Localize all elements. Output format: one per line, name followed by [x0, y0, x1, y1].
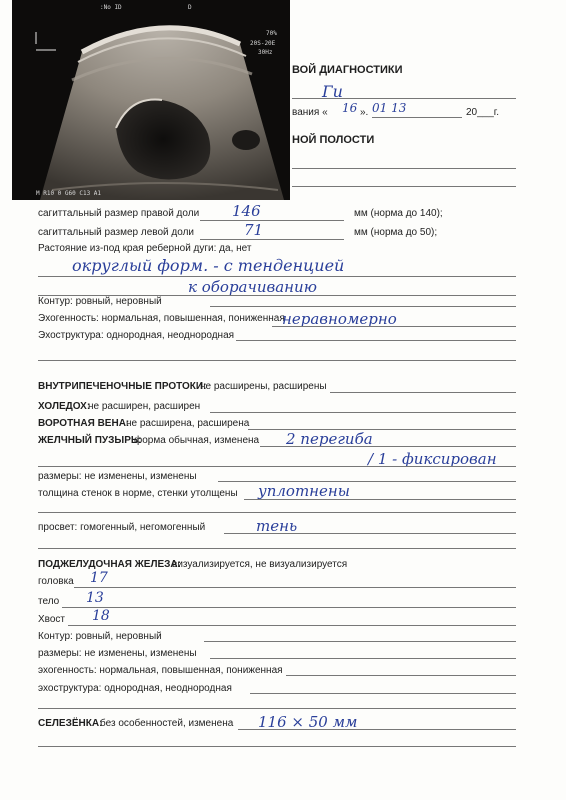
liver-note-line2: к оборачиванию — [188, 278, 317, 296]
contour-line — [210, 306, 516, 307]
pancreas-size: размеры: не изменены, изменены — [38, 648, 197, 659]
left-lobe-value: 71 — [244, 221, 264, 239]
pancreas-contour: Контур: ровный, неровный — [38, 631, 162, 642]
left-lobe-label: сагиттальный размер левой доли — [38, 227, 195, 238]
gallbladder-form-value: 2 перегиба — [286, 430, 373, 448]
gallbladder-size: размеры: не изменены, изменены — [38, 471, 197, 482]
spleen-label: СЕЛЕЗЁНКА: — [38, 718, 103, 729]
pancreas-body-label: тело — [38, 596, 60, 607]
pancreas-label: ПОДЖЕЛУДОЧНАЯ ЖЕЛЕЗА: — [38, 559, 181, 570]
blank-line — [292, 168, 516, 169]
pancreas-echogenicity: эхогенность: нормальная, повышенная, пониженная — [38, 665, 283, 676]
head-line — [74, 587, 516, 588]
gallbladder-form-value-2: / 1 - фиксирован — [368, 450, 497, 468]
choledoch-line — [210, 412, 516, 413]
blank-line — [38, 746, 516, 747]
note-line — [38, 276, 516, 277]
gallbladder-lumen: просвет: гомогенный, негомогенный — [38, 522, 206, 533]
overlay-settings: M R10 0 G60 C13 A1 — [36, 190, 102, 197]
spleen-line — [238, 729, 516, 730]
date-month-year: 01 13 — [372, 101, 407, 115]
pancreas-size-line — [210, 658, 516, 659]
blank-line — [38, 512, 516, 513]
section-title-fragment: НОЙ ПОЛОСТИ — [292, 134, 375, 146]
tail-line — [68, 625, 516, 626]
pancreas-tail-value: 18 — [92, 608, 110, 624]
gallbladder-wall-value: уплотнены — [258, 482, 351, 500]
choledoch-label: ХОЛЕДОХ: — [38, 401, 91, 412]
right-lobe-label: сагиттальный размер правой доли — [38, 208, 200, 219]
pancreas-options: визуализируется, не визуализируется — [172, 559, 348, 570]
overlay-mode: D — [188, 4, 192, 11]
ultrasound-scan-graphic — [12, 0, 290, 200]
date-separator: ». — [360, 107, 369, 118]
date-prefix: вания « — [292, 107, 328, 118]
rib-distance-label: Растояние из-под края реберной дуги: да, нет — [38, 243, 252, 254]
echostructure-line — [236, 340, 516, 341]
pancreas-echostructure-line — [250, 693, 516, 694]
overlay-frame-rate: 30Hz — [258, 49, 273, 56]
left-lobe-norm: мм (норма до 50); — [354, 227, 438, 238]
overlay-range: 20S-20E — [250, 40, 276, 47]
liver-contour: Контур: ровный, неровный — [38, 296, 162, 307]
ultrasound-image — [12, 0, 290, 200]
gallbladder-lumen-value: тень — [256, 517, 298, 535]
pancreas-head-label: головка — [38, 576, 74, 587]
echogenicity-line — [272, 326, 516, 327]
pancreas-tail-label: Хвост — [38, 614, 66, 625]
left-lobe-line — [200, 239, 344, 240]
overlay-id: :No ID — [100, 4, 122, 11]
liver-echostructure: Эхоструктура: однородная, неоднородная — [38, 330, 235, 341]
pancreas-body-value: 13 — [86, 590, 104, 606]
body-line — [62, 607, 516, 608]
blank-line — [292, 186, 516, 187]
ducts-line — [330, 392, 516, 393]
gallbladder-wall: толщина стенок в норме, стенки утолщены — [38, 488, 238, 499]
right-lobe-line — [200, 220, 344, 221]
wall-line — [244, 499, 516, 500]
date-day: 16 — [342, 101, 358, 115]
patient-name-handwritten: Ги — [322, 82, 343, 101]
form-title-fragment: ВОЙ ДИАГНОСТИКИ — [292, 64, 403, 76]
liver-echogenicity-value: неравномерно — [282, 310, 397, 328]
ducts-label: ВНУТРИПЕЧЕНОЧНЫЕ ПРОТОКИ: — [38, 381, 207, 392]
spleen-options: без особенностей, изменена — [100, 718, 234, 729]
spleen-value: 116 × 50 мм — [258, 713, 358, 731]
pancreas-contour-line — [204, 641, 516, 642]
overlay-gain: 70% — [266, 30, 277, 37]
date-suffix: 20___г. — [466, 107, 500, 118]
liver-note-line1: округлый форм. - с тенденцией — [72, 256, 345, 275]
gallbladder-label: ЖЕЛЧНЫЙ ПУЗЫРЬ: — [38, 435, 142, 446]
portal-vein-label: ВОРОТНАЯ ВЕНА: — [38, 418, 130, 429]
blank-line — [38, 466, 516, 467]
gallbladder-options: форма обычная, изменена — [134, 435, 260, 446]
portal-vein-options: не расширена, расширена — [126, 418, 250, 429]
pancreas-echogenicity-line — [286, 675, 516, 676]
patient-line — [292, 98, 516, 99]
choledoch-options: не расширен, расширен — [88, 401, 201, 412]
date-line — [372, 117, 462, 118]
lumen-line — [224, 533, 516, 534]
pancreas-echostructure: эхоструктура: однородная, неоднородная — [38, 683, 232, 694]
liver-echogenicity: Эхогенность: нормальная, повышенная, пониженная — [38, 313, 285, 324]
blank-line — [38, 548, 516, 549]
blank-line — [38, 360, 516, 361]
right-lobe-norm: мм (норма до 140); — [354, 208, 443, 219]
blank-line — [38, 708, 516, 709]
ducts-options: не расширены, расширены — [200, 381, 327, 392]
pancreas-head-value: 17 — [90, 570, 108, 586]
gallbladder-line — [260, 446, 516, 447]
right-lobe-value: 146 — [232, 202, 261, 220]
